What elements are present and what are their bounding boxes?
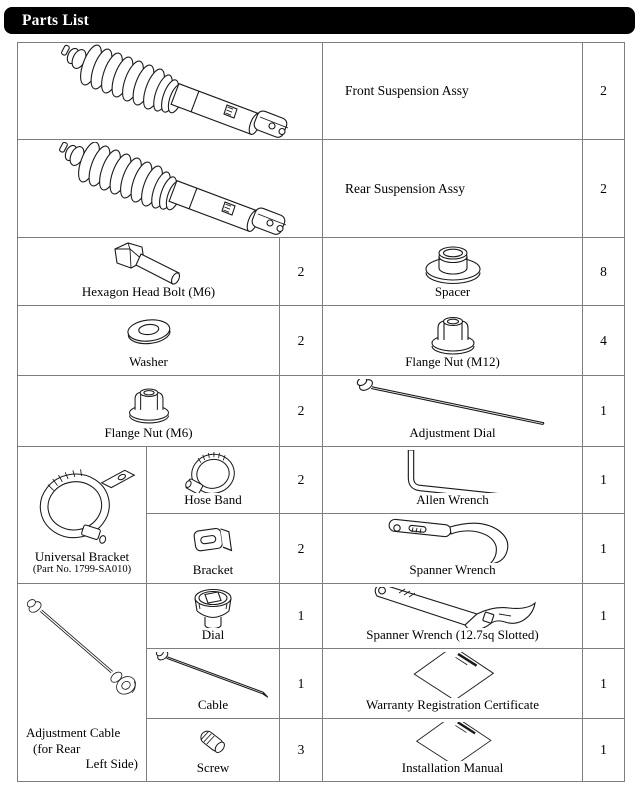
qty-value: 8 xyxy=(583,238,624,306)
group-name: Universal Bracket xyxy=(34,548,130,564)
part-name: Hose Band xyxy=(184,492,242,508)
front-suspension-image-cell xyxy=(18,43,323,140)
universal-bracket-cell xyxy=(18,447,147,584)
universal-bracket-icon xyxy=(26,454,138,550)
bracket-icon xyxy=(187,517,239,563)
qty-value: 1 xyxy=(583,514,624,584)
spacer-cell xyxy=(323,238,583,306)
part-name: Adjustment Dial xyxy=(409,425,496,441)
flange-nut-m6-icon xyxy=(123,381,175,424)
washer-cell xyxy=(18,306,280,376)
part-name: Dial xyxy=(201,627,225,643)
adjustment-cable-cell xyxy=(18,584,147,781)
part-name: Bracket xyxy=(192,562,234,578)
qty-value: 2 xyxy=(280,447,323,514)
qty-value: 2 xyxy=(583,43,624,140)
slotted-spanner-cell xyxy=(323,584,583,649)
group-name-block xyxy=(26,725,138,773)
screw-icon xyxy=(191,722,235,761)
front-coilover-icon xyxy=(41,44,299,138)
part-name: Spanner Wrench xyxy=(409,562,496,578)
hook-spanner-icon xyxy=(384,517,522,563)
qty-value: 1 xyxy=(280,584,323,649)
hose-band-icon xyxy=(183,450,243,493)
group-name: Adjustment Cable xyxy=(26,724,121,740)
bracket-cell xyxy=(147,514,280,584)
slotted-spanner-icon xyxy=(369,587,537,628)
rear-coilover-icon xyxy=(41,142,299,236)
adjustment-dial-cell xyxy=(323,376,583,447)
part-name: Spacer xyxy=(434,284,471,300)
qty-value: 1 xyxy=(583,719,624,781)
qty-value: 4 xyxy=(583,306,624,376)
parts-table xyxy=(17,42,625,782)
adjustment-dial-icon xyxy=(353,379,553,426)
cable-icon xyxy=(152,652,274,698)
hexagon-head-bolt-cell xyxy=(18,238,280,306)
page-title: Parts List xyxy=(22,11,90,29)
adjustment-cable-icon xyxy=(21,593,143,723)
dial-cell xyxy=(147,584,280,649)
part-name: Spanner Wrench (12.7sq Slotted) xyxy=(366,627,539,643)
rear-suspension-name: Rear Suspension Assy xyxy=(323,140,583,238)
part-name: Warranty Registration Certificate xyxy=(366,697,539,713)
part-name: Washer xyxy=(129,354,168,370)
part-name: Flange Nut (M6) xyxy=(104,425,193,441)
qty-value: 2 xyxy=(583,140,624,238)
qty-value: 1 xyxy=(583,447,624,514)
qty-value: 3 xyxy=(280,719,323,781)
installation-manual-cell xyxy=(323,719,583,781)
group-part-number: (Part No. 1799-SA010) xyxy=(32,563,132,575)
flange-nut-m6-cell xyxy=(18,376,280,447)
dial-knob-icon xyxy=(185,587,241,628)
flange-nut-m12-icon xyxy=(425,309,481,355)
section-header xyxy=(4,7,635,34)
qty-value: 2 xyxy=(280,238,323,306)
qty-value: 1 xyxy=(583,649,624,719)
warranty-certificate-cell xyxy=(323,649,583,719)
washer-icon xyxy=(121,314,177,350)
qty-value: 1 xyxy=(280,649,323,719)
part-name: Hexagon Head Bolt (M6) xyxy=(81,284,216,300)
rear-suspension-image-cell xyxy=(18,140,323,238)
warranty-document-icon xyxy=(399,652,507,698)
part-name: Cable xyxy=(197,697,229,713)
part-name: Screw xyxy=(196,760,230,776)
spanner-wrench-cell xyxy=(323,514,583,584)
part-name: Installation Manual xyxy=(401,760,504,776)
part-name: Allen Wrench xyxy=(416,492,489,508)
qty-value: 2 xyxy=(280,306,323,376)
qty-value: 1 xyxy=(583,584,624,649)
flange-nut-m12-cell xyxy=(323,306,583,376)
spacer-icon xyxy=(417,241,489,285)
group-name-line3: Left Side) xyxy=(85,756,138,772)
part-name: Flange Nut (M12) xyxy=(405,354,500,370)
qty-value: 2 xyxy=(280,376,323,447)
hex-bolt-icon xyxy=(103,241,195,285)
qty-value: 1 xyxy=(583,376,624,447)
front-suspension-name: Front Suspension Assy xyxy=(323,43,583,140)
hose-band-cell xyxy=(147,447,280,514)
group-name-line2: (for Rear xyxy=(33,740,81,756)
allen-wrench-cell xyxy=(323,447,583,514)
qty-value: 2 xyxy=(280,514,323,584)
screw-cell xyxy=(147,719,280,781)
allen-wrench-icon xyxy=(393,450,513,493)
cable-cell xyxy=(147,649,280,719)
manual-document-icon xyxy=(401,722,505,761)
